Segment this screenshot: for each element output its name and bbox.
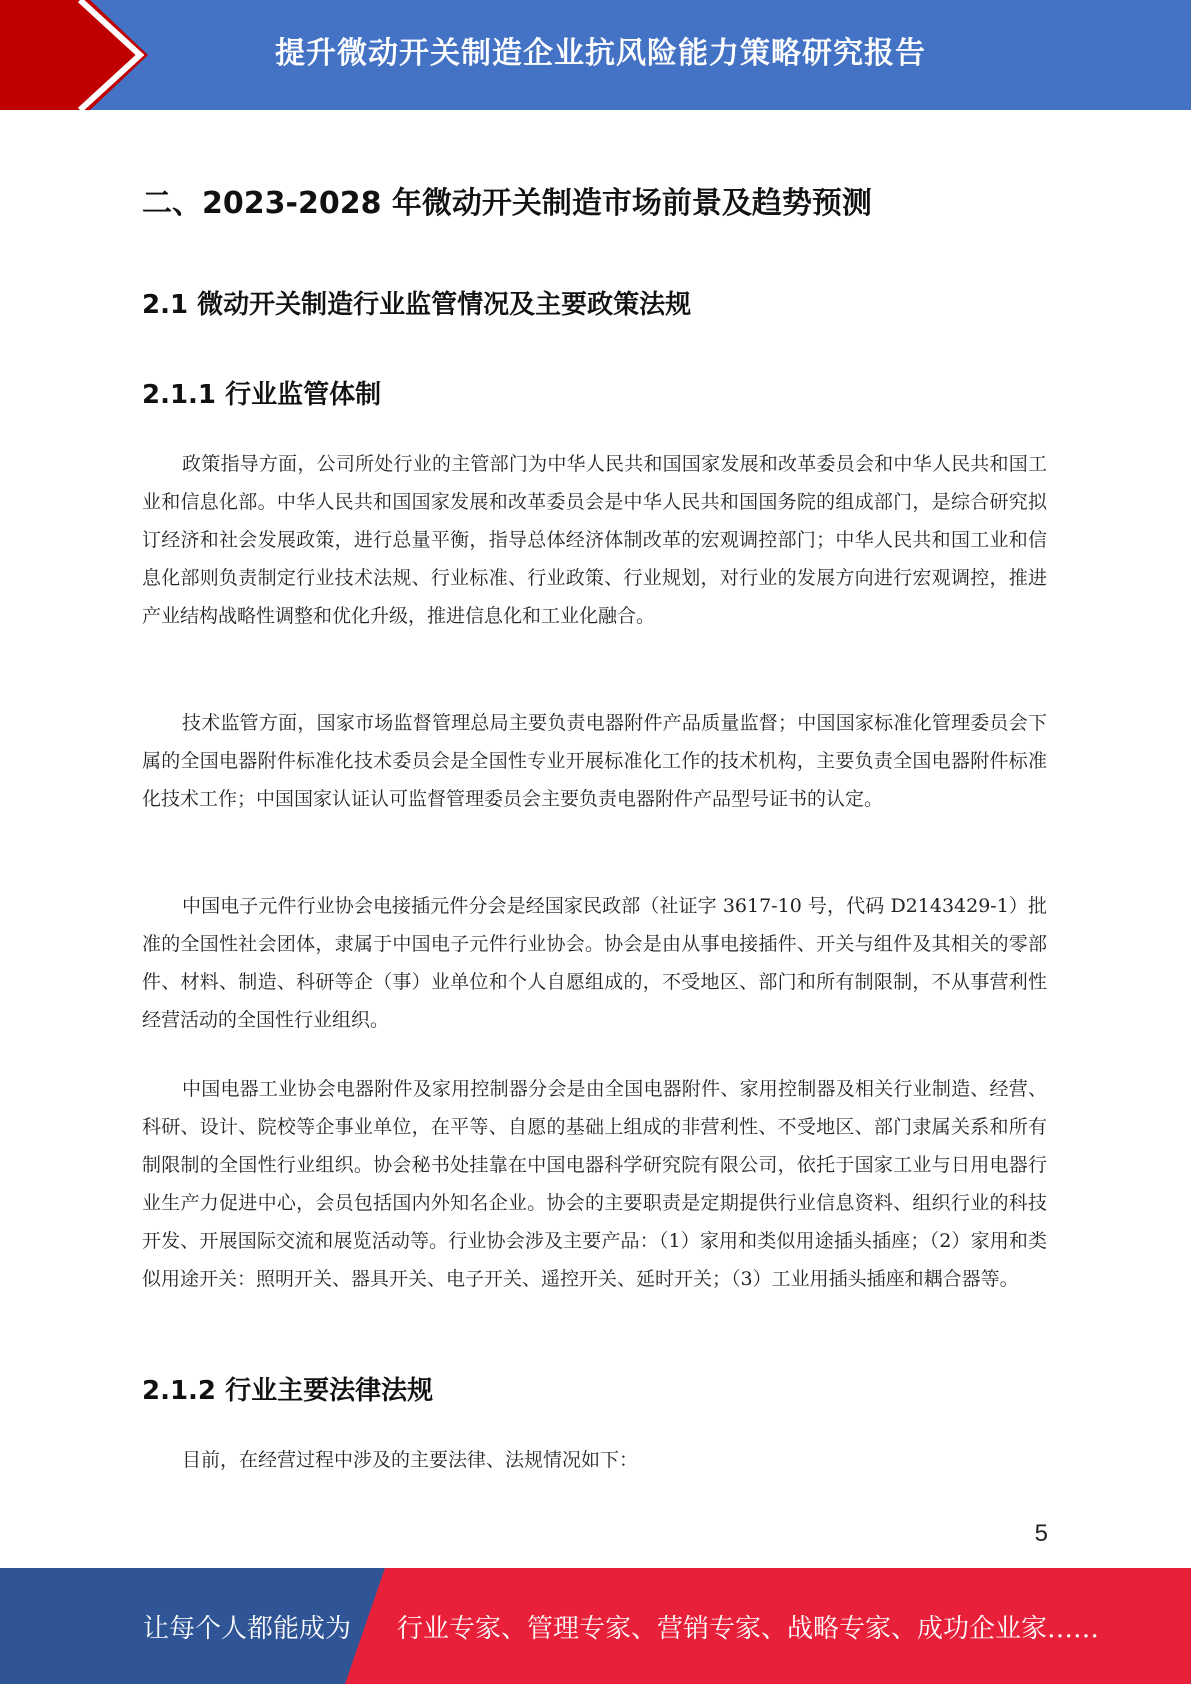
subsection-heading: 2.1 微动开关制造行业监管情况及主要政策法规	[142, 290, 692, 320]
report-title: 提升微动开关制造企业抗风险能力策略研究报告	[275, 36, 926, 71]
section-heading: 二、2023-2028 年微动开关制造市场前景及趋势预测	[142, 186, 872, 221]
subsubsection-heading-laws-regulations: 2.1.2 行业主要法律法规	[142, 1376, 434, 1406]
paragraph-electrical-industry-association: 中国电器工业协会电器附件及家用控制器分会是由全国电器附件、家用控制器及相关行业制造、经营、科研、设计、院校等企事业单位，在平等、自愿的基础上组成的非营利性、不受地区、部门隶属关系和所有制限制的全国性行业组织。协会秘书处挂靠在中国电器科学研究院有限公司，依托于国家工业与日用电器行业生产力促进中心，会员包括国内外知名企业。协会的主要职责是定期提供行业信息资料、组织行业的科技开发、开展国际交流和展览活动等。行业协会涉及主要产品：（1）家用和类似用途插头插座；（2）家用和类似用途开关：照明开关、器具开关、电子开关、遥控开关、延时开关；（3）工业用插头插座和耦合器等。	[142, 1078, 1047, 1290]
footer-banner	[0, 1568, 1191, 1684]
paragraph-laws-intro: 目前，在经营过程中涉及的主要法律、法规情况如下：	[182, 1449, 639, 1471]
footer-slogan-left: 让每个人都能成为	[143, 1614, 352, 1644]
subsubsection-heading-regulatory-system: 2.1.1 行业监管体制	[142, 380, 382, 410]
paragraph-electronic-components-association: 中国电子元件行业协会电接插元件分会是经国家民政部（社证字 3617-10 号，代码 D2143429-1）批准的全国性社会团体，隶属于中国电子元件行业协会。协会是由从事电接插件、开关与组件及其相关的零部件、材料、制造、科研等企（事）业单位和个人自愿组成的，不受地区、部门和所有制限制，不从事营利性经营活动的全国性行业组织。	[142, 895, 1047, 1031]
paragraph-technical-supervision: 技术监管方面，国家市场监督管理总局主要负责电器附件产品质量监督；中国国家标准化管理委员会下属的全国电器附件标准化技术委员会是全国性专业开展标准化工作的技术机构，主要负责全国电器附件标准化技术工作；中国国家认证认可监督管理委员会主要负责电器附件产品型号证书的认定。	[142, 712, 1047, 810]
page-number: 5	[1034, 1520, 1048, 1547]
header-banner	[0, 0, 1191, 110]
footer-slogan-right: 行业专家、管理专家、营销专家、战略专家、成功企业家……	[397, 1614, 1100, 1644]
paragraph-policy-guidance: 政策指导方面，公司所处行业的主管部门为中华人民共和国国家发展和改革委员会和中华人民共和国工业和信息化部。中华人民共和国国家发展和改革委员会是中华人民共和国国务院的组成部门，是综合研究拟订经济和社会发展政策，进行总量平衡，指导总体经济体制改革的宏观调控部门；中华人民共和国工业和信息化部则负责制定行业技术法规、行业标准、行业政策、行业规划，对行业的发展方向进行宏观调控，推进产业结构战略性调整和优化升级，推进信息化和工业化融合。	[142, 453, 1047, 627]
